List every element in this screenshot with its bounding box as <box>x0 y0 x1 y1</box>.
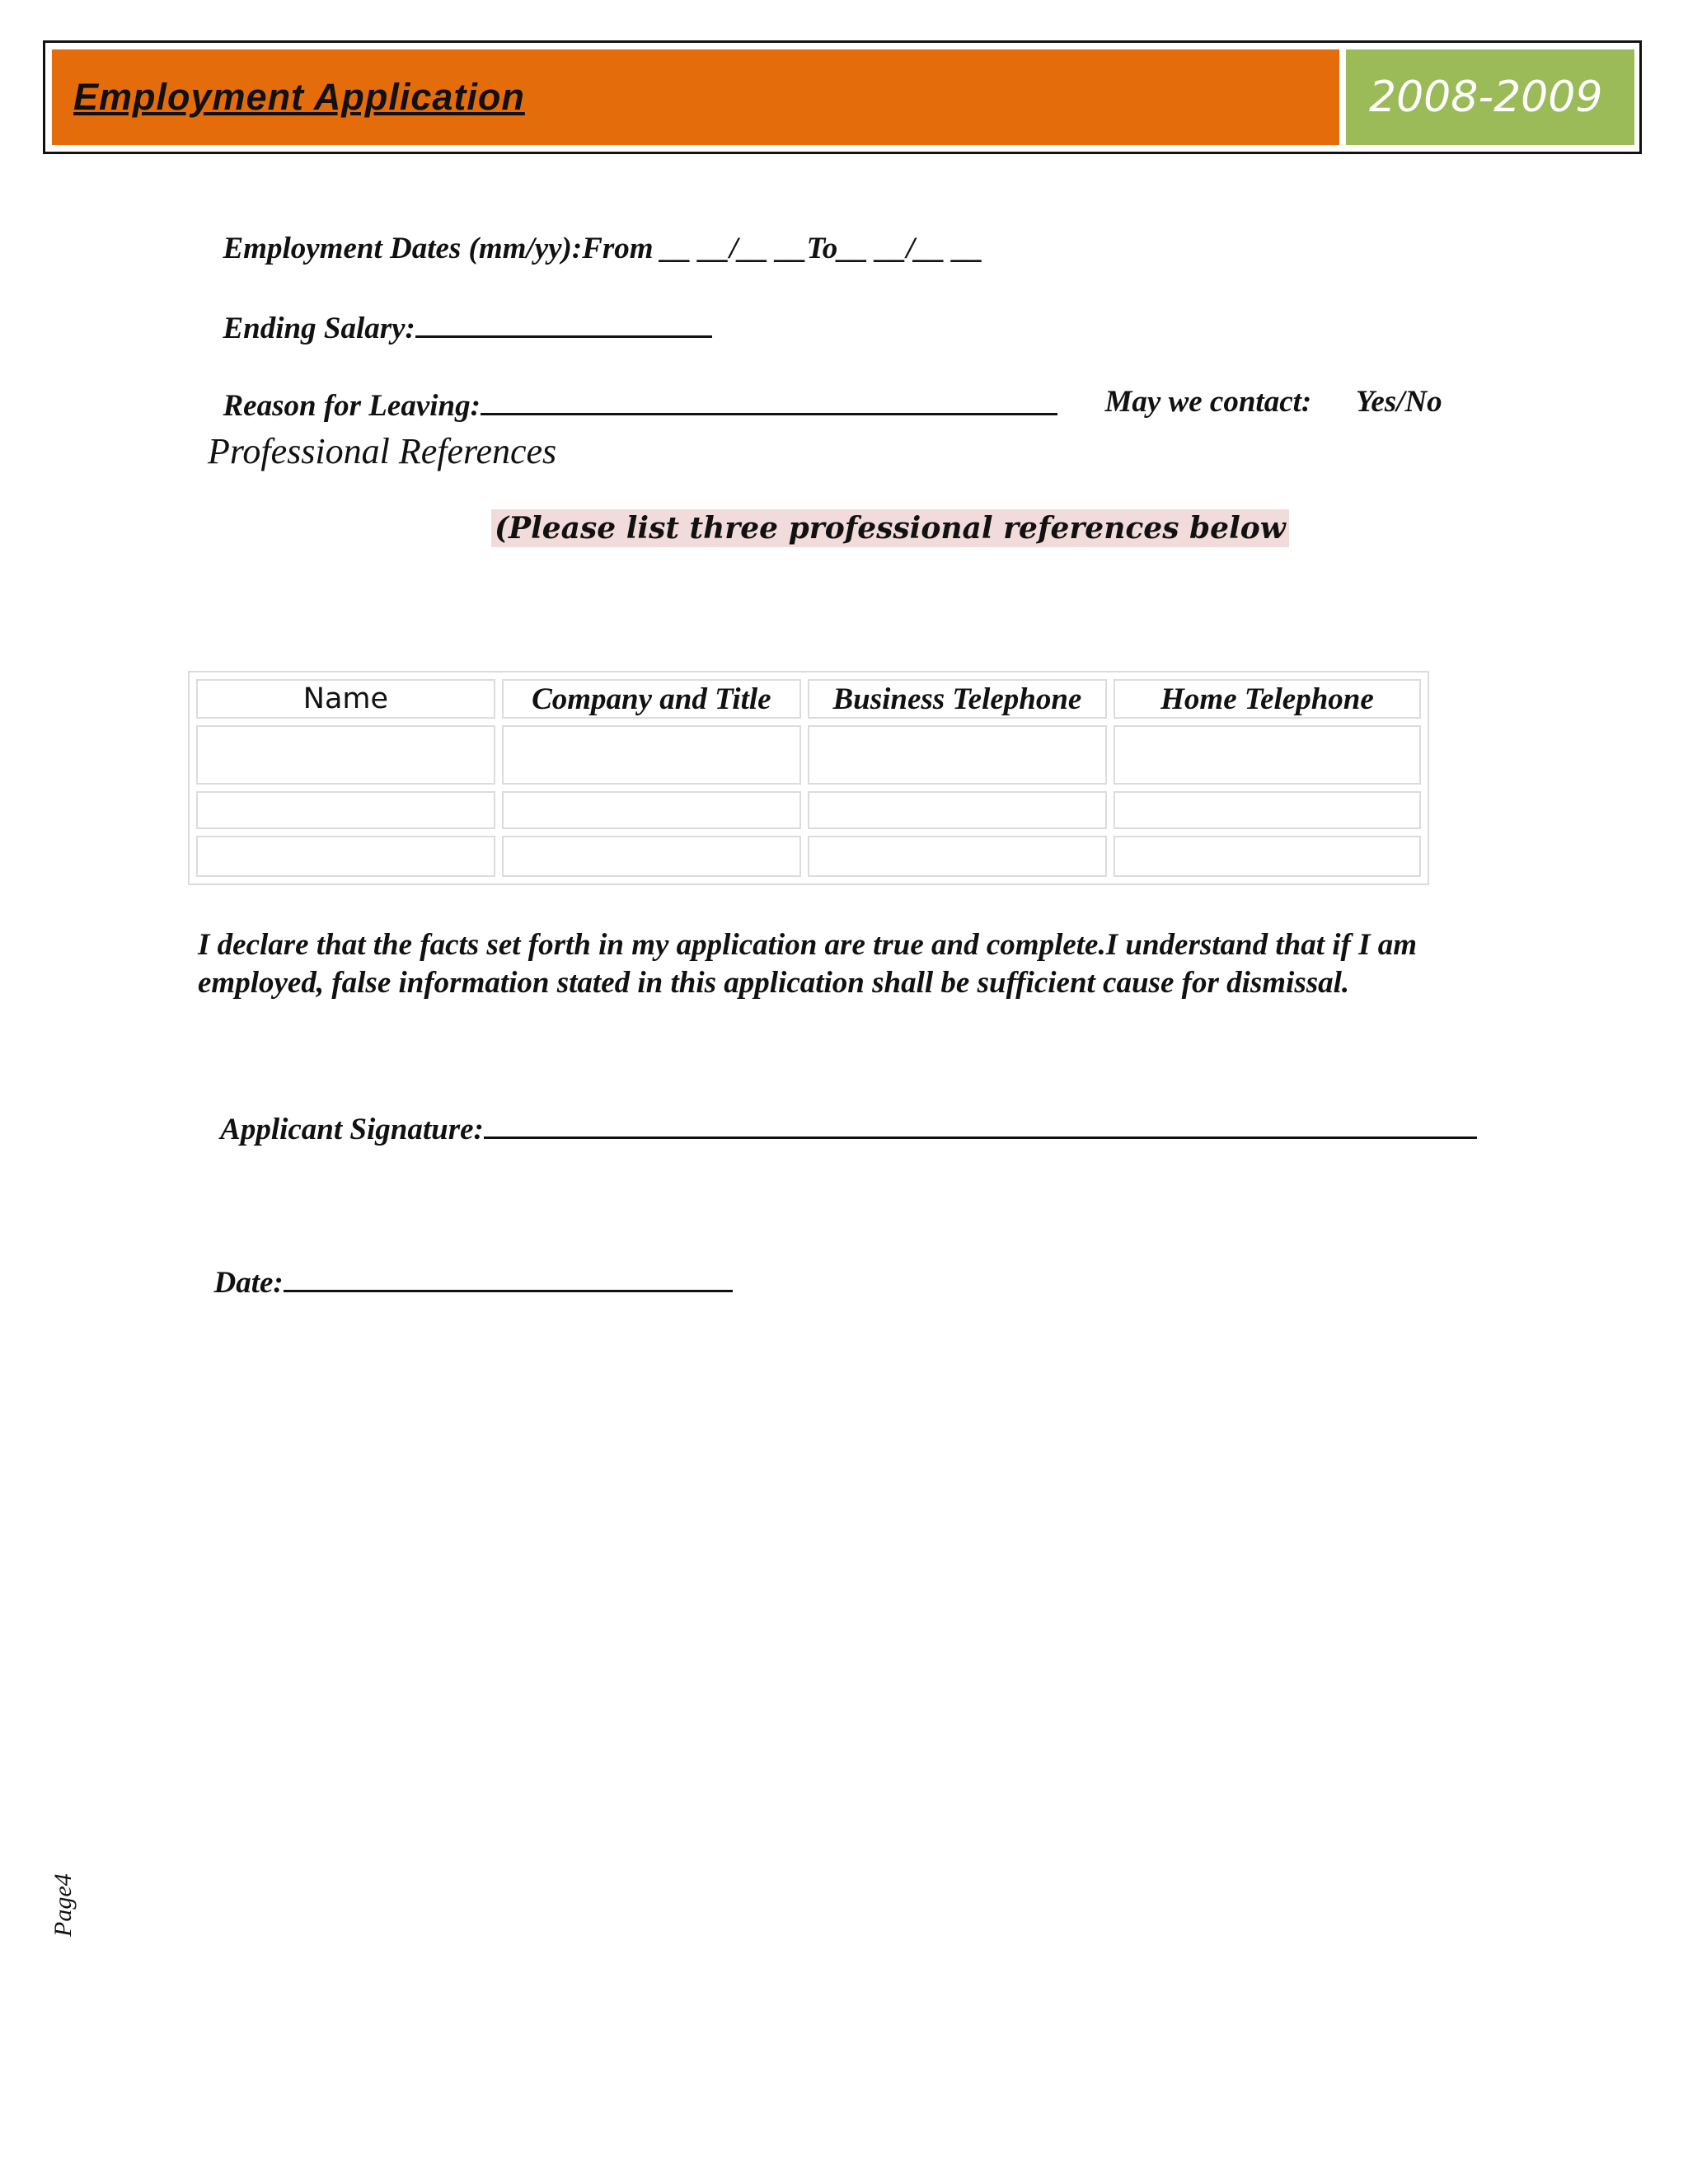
ending-salary-field[interactable] <box>208 279 712 344</box>
reason-for-leaving-field[interactable] <box>208 356 1057 421</box>
references-header-row <box>196 679 1421 719</box>
table-row <box>196 791 1421 829</box>
employment-dates-field[interactable] <box>208 203 983 264</box>
reference-3-home-phone-cell[interactable] <box>1114 836 1421 877</box>
ending-salary-label: Ending Salary: <box>223 312 415 345</box>
column-header-home-phone: Home Telephone <box>1114 679 1421 719</box>
column-header-business-phone: Business Telephone <box>808 679 1107 719</box>
reference-3-business-phone-cell[interactable] <box>808 836 1107 877</box>
reference-2-company-cell[interactable] <box>502 791 801 829</box>
reference-3-name-cell[interactable] <box>196 836 495 877</box>
declaration-text: I declare that the facts set forth in my application are true and complete.I understand that if I am employed, false information stated in this application shall be sufficient cause for dismissal. <box>198 928 1418 1000</box>
column-header-company: Company and Title <box>502 679 801 719</box>
section-title-references: Professional References <box>208 431 557 471</box>
table-row <box>196 836 1421 877</box>
may-we-contact-label: May we contact: <box>1104 385 1312 419</box>
signature-field[interactable] <box>206 1080 1477 1145</box>
employment-dates-label: Employment Dates (mm/yy):From __ __/__ __To__ __/__ __ <box>223 232 984 265</box>
reference-1-name-cell[interactable] <box>196 725 495 785</box>
reference-2-home-phone-cell[interactable] <box>1114 791 1421 829</box>
header-title-block <box>52 49 1339 145</box>
header-year-block <box>1346 49 1634 145</box>
yes-no-option[interactable]: Yes/No <box>1355 385 1442 419</box>
signature-label: Applicant Signature: <box>220 1113 484 1146</box>
reference-3-company-cell[interactable] <box>502 836 801 877</box>
reference-2-business-phone-cell[interactable] <box>808 791 1107 829</box>
date-blank[interactable] <box>284 1263 733 1292</box>
reason-for-leaving-label: Reason for Leaving: <box>223 389 481 423</box>
date-label: Date: <box>213 1266 284 1300</box>
references-table <box>188 671 1429 885</box>
reference-1-company-cell[interactable] <box>502 725 801 785</box>
date-field[interactable] <box>199 1233 733 1298</box>
page-title: Employment Application <box>73 76 525 118</box>
page-number: Page4 <box>49 1873 77 1937</box>
reference-1-business-phone-cell[interactable] <box>808 725 1107 785</box>
reference-2-name-cell[interactable] <box>196 791 495 829</box>
header-banner <box>43 40 1642 154</box>
column-header-name: Name <box>196 679 495 719</box>
year-label: 2008-2009 <box>1369 73 1603 122</box>
signature-blank[interactable] <box>484 1110 1477 1139</box>
references-instruction: (Please list three professional references below <box>491 509 1289 547</box>
reference-1-home-phone-cell[interactable] <box>1114 725 1421 785</box>
may-we-contact <box>1090 356 1311 417</box>
table-row <box>196 725 1421 785</box>
contact-choice[interactable] <box>1341 356 1442 417</box>
reason-for-leaving-blank[interactable] <box>481 387 1057 415</box>
ending-salary-blank[interactable] <box>415 309 712 338</box>
